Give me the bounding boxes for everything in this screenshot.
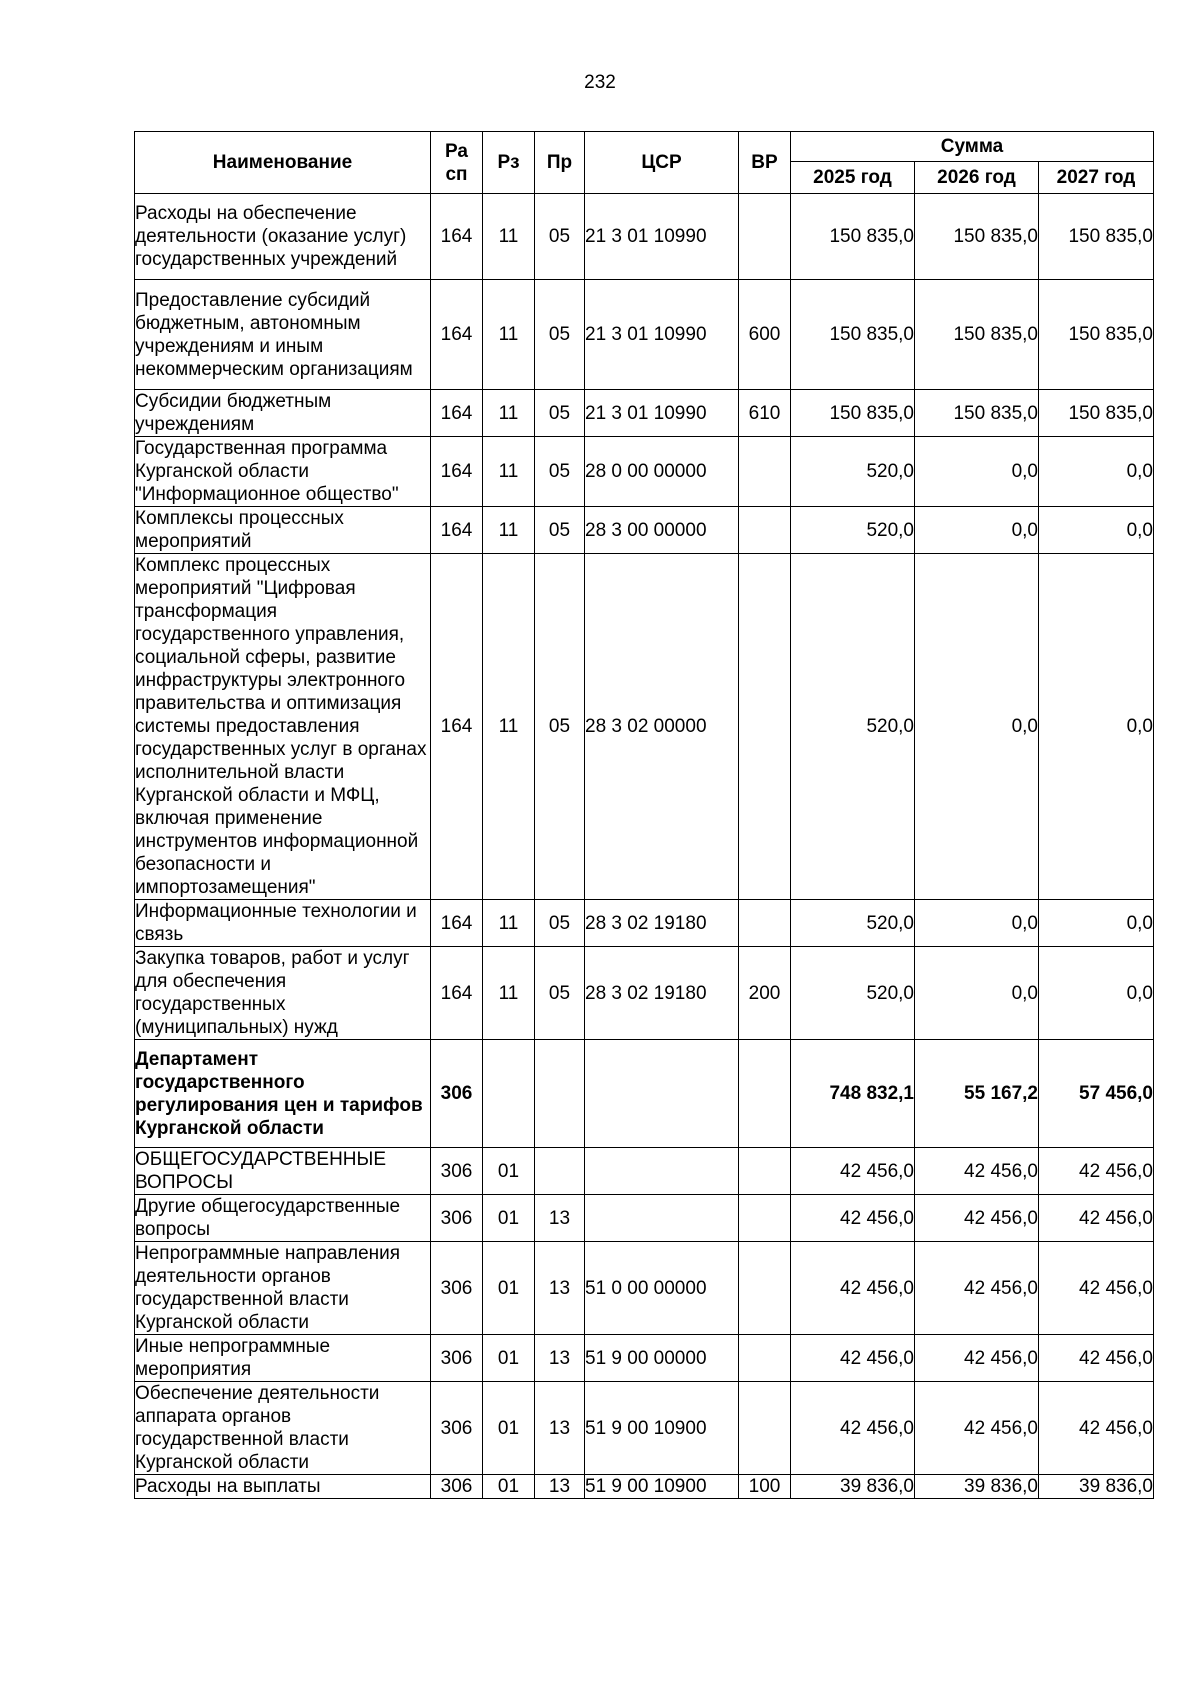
row-rasp: 164	[431, 947, 483, 1040]
row-name: Другие общегосударственные вопросы	[135, 1195, 431, 1242]
table-row	[135, 1335, 1154, 1382]
row-csr: 28 0 00 00000	[585, 437, 739, 507]
row-vr: 100	[739, 1475, 791, 1499]
table-row	[135, 1475, 1154, 1499]
row-csr: 28 3 00 00000	[585, 507, 739, 554]
row-rasp: 164	[431, 554, 483, 900]
row-amount-2026: 150 835,0	[915, 194, 1039, 280]
row-pr	[535, 1040, 585, 1148]
row-rz	[483, 1040, 535, 1148]
row-amount-2026: 0,0	[915, 554, 1039, 900]
row-amount-2027: 42 456,0	[1039, 1148, 1154, 1195]
table-row	[135, 194, 1154, 280]
row-csr: 51 9 00 00000	[585, 1335, 739, 1382]
header-rz: Рз	[483, 132, 535, 194]
row-vr: 200	[739, 947, 791, 1040]
row-csr: 28 3 02 19180	[585, 947, 739, 1040]
row-amount-2026: 0,0	[915, 947, 1039, 1040]
row-vr	[739, 900, 791, 947]
row-rz: 11	[483, 900, 535, 947]
header-year-2027: 2027 год	[1039, 162, 1154, 194]
row-pr: 13	[535, 1475, 585, 1499]
row-name: Предоставление субсидий бюджетным, автономным учреждениям и иным некоммерческим организациям	[135, 280, 431, 390]
row-name: Закупка товаров, работ и услуг для обеспечения государственных (муниципальных) нужд	[135, 947, 431, 1040]
row-amount-2027: 42 456,0	[1039, 1382, 1154, 1475]
row-amount-2026: 150 835,0	[915, 280, 1039, 390]
row-name: Государственная программа Курганской области "Информационное общество"	[135, 437, 431, 507]
row-amount-2027: 0,0	[1039, 947, 1154, 1040]
row-pr: 13	[535, 1382, 585, 1475]
table-row	[135, 1148, 1154, 1195]
row-pr: 05	[535, 280, 585, 390]
row-name: Департамент государственного регулирования цен и тарифов Курганской области	[135, 1040, 431, 1148]
row-rasp: 306	[431, 1040, 483, 1148]
header-name: Наименование	[135, 132, 431, 194]
row-rasp: 164	[431, 900, 483, 947]
row-amount-2027: 42 456,0	[1039, 1335, 1154, 1382]
row-rz: 01	[483, 1382, 535, 1475]
row-amount-2027: 0,0	[1039, 437, 1154, 507]
row-amount-2027: 150 835,0	[1039, 280, 1154, 390]
row-name: Субсидии бюджетным учреждениям	[135, 390, 431, 437]
row-pr: 05	[535, 947, 585, 1040]
row-vr	[739, 1040, 791, 1148]
table-row	[135, 1040, 1154, 1148]
row-amount-2025: 42 456,0	[791, 1148, 915, 1195]
row-csr	[585, 1040, 739, 1148]
row-rasp: 164	[431, 437, 483, 507]
row-pr	[535, 1148, 585, 1195]
row-amount-2026: 42 456,0	[915, 1242, 1039, 1335]
row-amount-2025: 150 835,0	[791, 390, 915, 437]
row-rasp: 164	[431, 194, 483, 280]
row-rz: 11	[483, 390, 535, 437]
row-vr	[739, 1335, 791, 1382]
row-csr: 51 9 00 10900	[585, 1382, 739, 1475]
table-row	[135, 280, 1154, 390]
row-rz: 01	[483, 1475, 535, 1499]
row-csr: 21 3 01 10990	[585, 194, 739, 280]
row-csr: 21 3 01 10990	[585, 280, 739, 390]
table-row	[135, 390, 1154, 437]
row-name: Комплекс процессных мероприятий "Цифровая трансформация государственного управления, социальной сферы, развитие инфраструктуры электронного правительства и оптимизация системы предоставления государственных услуг в органах исполнительной власти Курганской области и МФЦ, включая применение инструментов информационной безопасности и импортозамещения"	[135, 554, 431, 900]
row-amount-2027: 0,0	[1039, 900, 1154, 947]
row-amount-2025: 42 456,0	[791, 1335, 915, 1382]
row-csr: 51 9 00 10900	[585, 1475, 739, 1499]
row-rz: 11	[483, 437, 535, 507]
table-row	[135, 1195, 1154, 1242]
row-pr: 05	[535, 507, 585, 554]
row-rz: 11	[483, 554, 535, 900]
table-row	[135, 900, 1154, 947]
row-pr: 05	[535, 194, 585, 280]
row-rasp: 306	[431, 1335, 483, 1382]
row-vr	[739, 507, 791, 554]
row-amount-2026: 0,0	[915, 900, 1039, 947]
row-csr: 28 3 02 19180	[585, 900, 739, 947]
row-name: Расходы на обеспечение деятельности (оказание услуг) государственных учреждений	[135, 194, 431, 280]
header-pr: Пр	[535, 132, 585, 194]
row-name: Обеспечение деятельности аппарата органов государственной власти Курганской области	[135, 1382, 431, 1475]
row-pr: 05	[535, 437, 585, 507]
row-amount-2025: 42 456,0	[791, 1382, 915, 1475]
row-pr: 13	[535, 1195, 585, 1242]
table-row	[135, 1242, 1154, 1335]
row-rz: 11	[483, 280, 535, 390]
row-amount-2025: 520,0	[791, 507, 915, 554]
row-name: Расходы на выплаты	[135, 1475, 431, 1499]
row-amount-2026: 42 456,0	[915, 1335, 1039, 1382]
header-vr: ВР	[739, 132, 791, 194]
row-amount-2026: 42 456,0	[915, 1195, 1039, 1242]
row-amount-2027: 150 835,0	[1039, 194, 1154, 280]
table-row	[135, 1382, 1154, 1475]
row-amount-2025: 42 456,0	[791, 1242, 915, 1335]
row-amount-2025: 42 456,0	[791, 1195, 915, 1242]
table-row	[135, 437, 1154, 507]
row-amount-2025: 748 832,1	[791, 1040, 915, 1148]
row-rz: 11	[483, 194, 535, 280]
row-amount-2025: 520,0	[791, 437, 915, 507]
row-rz: 01	[483, 1195, 535, 1242]
row-amount-2026: 150 835,0	[915, 390, 1039, 437]
row-amount-2027: 150 835,0	[1039, 390, 1154, 437]
header-year-2026: 2026 год	[915, 162, 1039, 194]
row-csr: 51 0 00 00000	[585, 1242, 739, 1335]
row-vr	[739, 554, 791, 900]
row-rasp: 306	[431, 1382, 483, 1475]
row-rz: 11	[483, 507, 535, 554]
header-rasp: Ра сп	[431, 132, 483, 194]
row-csr	[585, 1148, 739, 1195]
row-amount-2026: 39 836,0	[915, 1475, 1039, 1499]
row-vr: 600	[739, 280, 791, 390]
row-vr	[739, 1242, 791, 1335]
row-pr: 05	[535, 554, 585, 900]
budget-table	[134, 131, 1154, 1499]
row-amount-2026: 55 167,2	[915, 1040, 1039, 1148]
row-csr: 21 3 01 10990	[585, 390, 739, 437]
row-amount-2026: 42 456,0	[915, 1148, 1039, 1195]
row-amount-2025: 150 835,0	[791, 194, 915, 280]
row-vr	[739, 437, 791, 507]
row-amount-2025: 520,0	[791, 900, 915, 947]
row-vr	[739, 1382, 791, 1475]
row-name: Комплексы процессных мероприятий	[135, 507, 431, 554]
row-name: Иные непрограммные мероприятия	[135, 1335, 431, 1382]
row-amount-2025: 150 835,0	[791, 280, 915, 390]
row-amount-2027: 0,0	[1039, 507, 1154, 554]
row-rz: 11	[483, 947, 535, 1040]
row-rz: 01	[483, 1242, 535, 1335]
row-vr	[739, 194, 791, 280]
row-amount-2027: 42 456,0	[1039, 1242, 1154, 1335]
row-vr	[739, 1148, 791, 1195]
header-csr: ЦСР	[585, 132, 739, 194]
row-amount-2027: 0,0	[1039, 554, 1154, 900]
row-rasp: 306	[431, 1148, 483, 1195]
row-name: ОБЩЕГОСУДАРСТВЕННЫЕ ВОПРОСЫ	[135, 1148, 431, 1195]
row-amount-2026: 0,0	[915, 437, 1039, 507]
row-amount-2027: 42 456,0	[1039, 1195, 1154, 1242]
row-pr: 05	[535, 390, 585, 437]
row-rz: 01	[483, 1148, 535, 1195]
row-pr: 13	[535, 1335, 585, 1382]
table-row	[135, 507, 1154, 554]
row-name: Непрограммные направления деятельности органов государственной власти Курганской области	[135, 1242, 431, 1335]
page-number: 232	[584, 72, 616, 93]
row-rasp: 164	[431, 390, 483, 437]
header-year-2025: 2025 год	[791, 162, 915, 194]
row-pr: 13	[535, 1242, 585, 1335]
header-summa: Сумма	[791, 132, 1154, 162]
row-amount-2026: 42 456,0	[915, 1382, 1039, 1475]
row-vr: 610	[739, 390, 791, 437]
row-rasp: 306	[431, 1242, 483, 1335]
row-rasp: 164	[431, 507, 483, 554]
row-amount-2025: 39 836,0	[791, 1475, 915, 1499]
table-body	[135, 194, 1154, 1499]
row-name: Информационные технологии и связь	[135, 900, 431, 947]
row-rasp: 306	[431, 1475, 483, 1499]
row-amount-2025: 520,0	[791, 554, 915, 900]
table-row	[135, 554, 1154, 900]
row-amount-2026: 0,0	[915, 507, 1039, 554]
row-rasp: 306	[431, 1195, 483, 1242]
row-amount-2027: 57 456,0	[1039, 1040, 1154, 1148]
row-rz: 01	[483, 1335, 535, 1382]
row-amount-2025: 520,0	[791, 947, 915, 1040]
row-vr	[739, 1195, 791, 1242]
row-amount-2027: 39 836,0	[1039, 1475, 1154, 1499]
row-rasp: 164	[431, 280, 483, 390]
table-row	[135, 947, 1154, 1040]
row-pr: 05	[535, 900, 585, 947]
row-csr	[585, 1195, 739, 1242]
row-csr: 28 3 02 00000	[585, 554, 739, 900]
